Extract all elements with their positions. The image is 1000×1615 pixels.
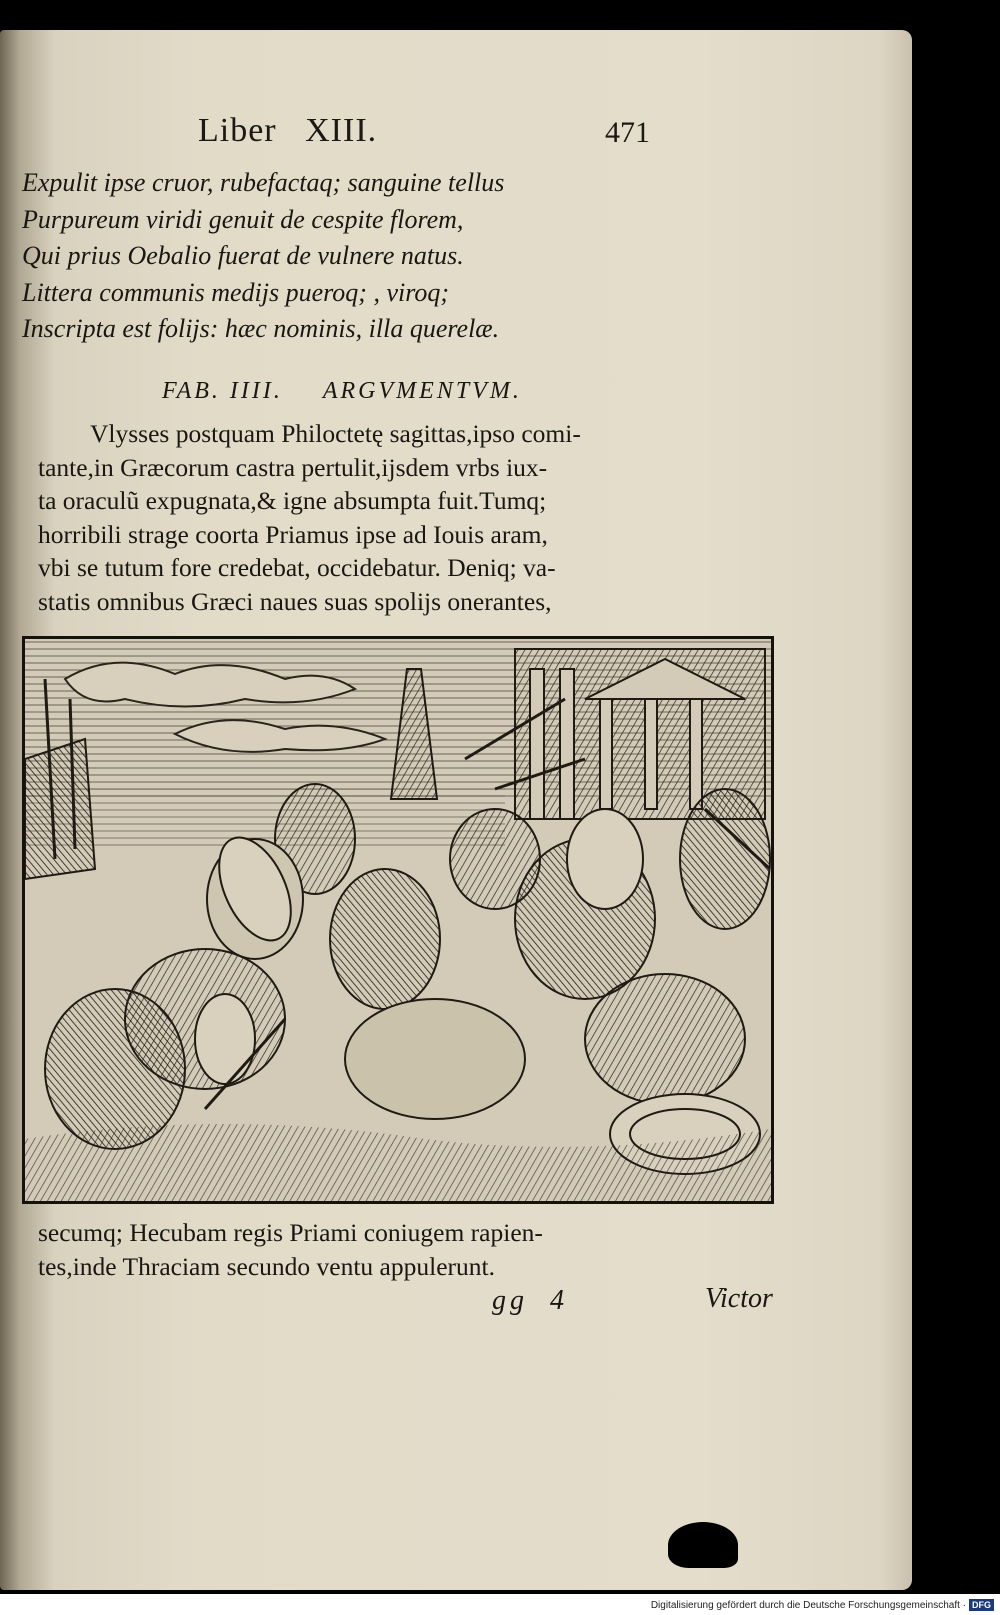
verse-line: Purpureum viridi genuit de cespite florem, [22, 204, 464, 234]
dfg-logo: DFG [969, 1599, 994, 1611]
woodcut-illustration [22, 636, 774, 1204]
page-damage [668, 1522, 738, 1568]
verse-line: Qui prius Oebalio fuerat de vulnere natus. [22, 241, 464, 270]
prose-line: Vlysses postquam Philoctetę sagittas,ipso comi- [90, 419, 581, 448]
page-header [0, 112, 912, 152]
fable-label: FAB. IIII. [162, 378, 283, 404]
digitization-footer [0, 1594, 1000, 1615]
argument-title: ARGVMENTVM. [322, 378, 522, 404]
fable-heading [162, 378, 722, 405]
argument-text-continued [38, 1216, 778, 1283]
verse-block [22, 165, 662, 348]
verse-line: Expulit ipse cruor, rubefactaq; sanguine tellus [22, 168, 505, 197]
catchword: Victor [705, 1283, 773, 1314]
signature-mark: gg 4 [492, 1285, 568, 1316]
prose-line: ta oraculũ expugnata,& igne absumpta fuit.Tumq; [38, 486, 547, 516]
prose-line: tante,in Græcorum castra pertulit,ijsdem vrbs iux- [38, 452, 548, 482]
prose-line: vbi se tutum fore credebat, occidebatur. Deniq; va- [38, 553, 556, 583]
woodcut-battle-scene [25, 639, 771, 1201]
prose-line: tes,inde Thraciam secundo ventu appulerunt. [38, 1251, 495, 1281]
prose-line: statis omnibus Græci naues suas spolijs onerantes, [38, 586, 552, 616]
running-title: Liber XIII. [198, 112, 378, 149]
argument-text [38, 417, 778, 619]
prose-line: horribili strage coorta Priamus ipse ad Iouis aram, [38, 519, 548, 549]
verse-line: Littera communis medijs pueroq; , viroq; [22, 277, 450, 307]
page-number: 471 [605, 116, 650, 149]
verse-line: Inscripta est folijs: hæc nominis, illa querelæ. [22, 314, 500, 343]
footer-text: Digitalisierung gefördert durch die Deutsche Forschungsgemeinschaft · [650, 1600, 966, 1611]
prose-line: secumq; Hecubam regis Priami coniugem rapien- [38, 1218, 543, 1247]
